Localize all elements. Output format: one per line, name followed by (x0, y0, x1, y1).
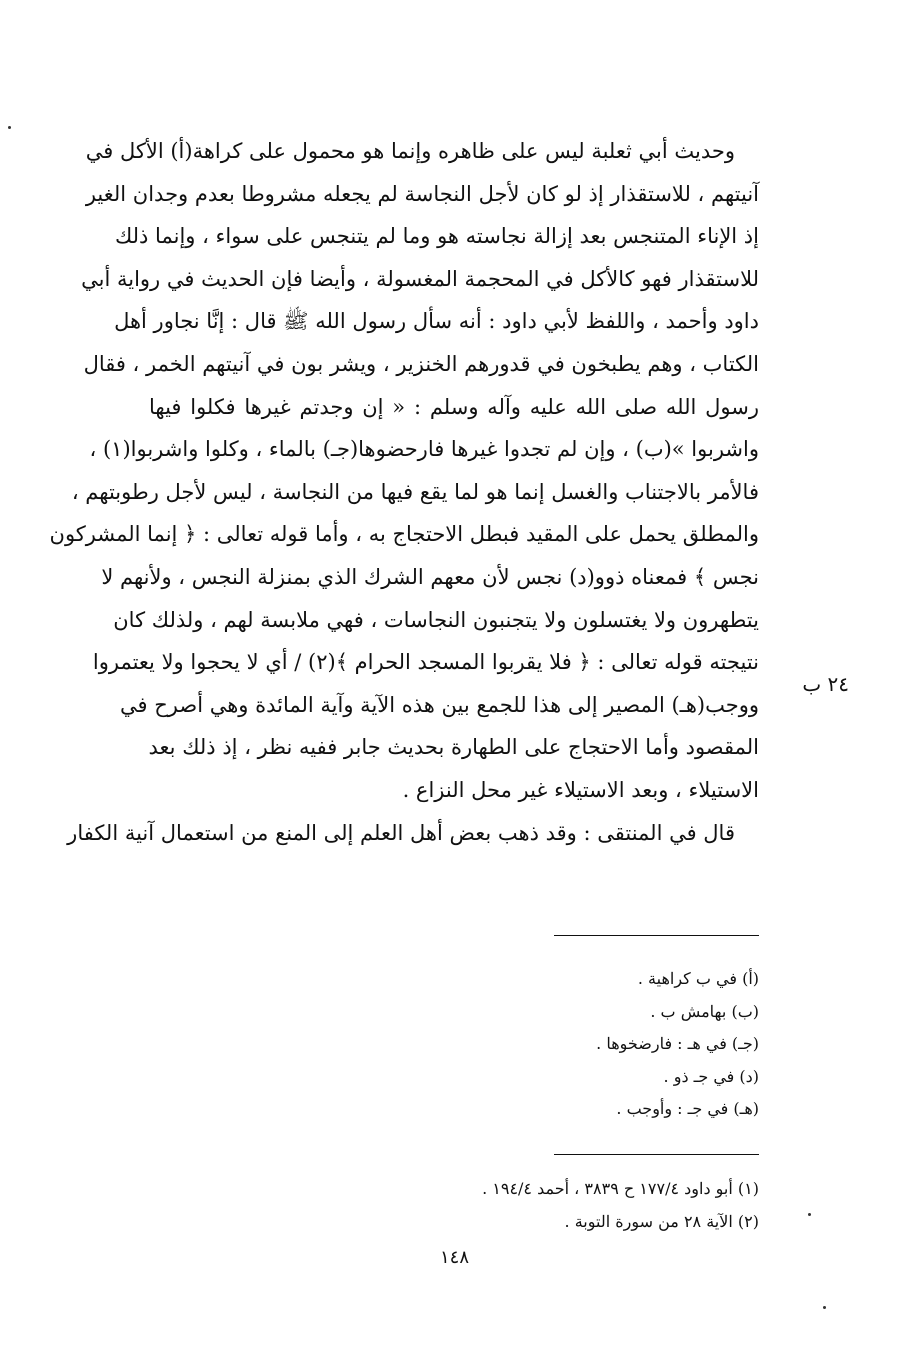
text-line: الكتاب ، وهم يطبخون في قدورهم الخنزير ، ويشر بون في آنيتهم الخمر ، فقال (83, 351, 759, 376)
text-line: ووجب(هـ) المصير إلى هذا للجمع بين هذه الآية وآية المائدة وهي أصرح في (120, 692, 759, 717)
footnote-divider (554, 935, 759, 936)
text-line: واشربوا »(ب) ، وإن لم تجدوا غيرها فارحضوها(جـ) بالماء ، وكلوا واشربوا(١) ، (89, 437, 759, 462)
page-number: ١٤٨ (439, 1247, 469, 1268)
text-line: قال في المنتقى : وقد ذهب بعض أهل العلم إلى المنع من استعمال آنية الكفار (67, 820, 735, 845)
manuscript-folio-marker: ٢٤ ب (802, 672, 849, 696)
text-line: والمطلق يحمل على المقيد فبطل الاحتجاج به ، وأما قوله تعالى : ﴿ إنما المشركون (49, 522, 759, 547)
text-line: داود وأحمد ، واللفظ لأبي داود : أنه سأل رسول الله ﷺ قال : إنَّا نجاور أهل (114, 309, 759, 334)
text-line: يتطهرون ولا يغتسلون ولا يتجنبون النجاسات ، فهي ملابسة لهم ، ولذلك كان (113, 607, 759, 632)
footnote: (١) أبو داود ١٧٧/٤ ح ٣٨٣٩ ، أحمد ١٩٤/٤ . (482, 1179, 759, 1198)
scan-speck (8, 126, 11, 129)
text-line: للاستقذار فهو كالأكل في المحجمة المغسولة ، وأيضا فإن الحديث في رواية أبي (81, 266, 759, 291)
footnote-divider (554, 1154, 759, 1155)
text-line: رسول الله صلى الله عليه وآله وسلم : « إن وجدتم غيرها فكلوا فيها (149, 394, 760, 419)
footnote: (د) في جـ ذو . (663, 1066, 759, 1086)
scan-speck (823, 1306, 826, 1309)
scan-speck (808, 1213, 811, 1216)
text-line: المقصود وأما الاحتجاج على الطهارة بحديث جابر ففيه نظر ، إذ ذلك بعد (148, 735, 759, 760)
reference-footnotes (149, 1172, 759, 1238)
footnote: (جـ) في هـ : فارضخوها . (596, 1034, 759, 1053)
variant-footnotes (149, 963, 759, 1126)
text-line: إذ الإناء المتنجس بعد إزالة نجاسته هو وما لم يتنجس على سواء ، وإنما ذلك (114, 224, 759, 249)
text-line: نتيجته قوله تعالى : ﴿ فلا يقربوا المسجد الحرام ﴾(٢) / أي لا يحجوا ولا يعتمروا (92, 650, 759, 675)
text-line: الاستيلاء ، وبعد الاستيلاء غير محل النزاع . (402, 777, 759, 802)
footnote: (ب) بهامش ب . (650, 1001, 759, 1021)
footnote: (٢) الآية ٢٨ من سورة التوبة . (564, 1212, 759, 1231)
text-line: نجس ﴾ فمعناه ذوو(د) نجس لأن معهم الشرك الذي بمنزلة النجس ، ولأنهم لا (101, 564, 759, 589)
text-line: فالأمر بالاجتناب والغسل إنما هو لما يقع فيها من النجاسة ، ليس لأجل رطوبتهم ، (71, 479, 759, 504)
text-line: وحديث أبي ثعلبة ليس على ظاهره وإنما هو محمول على كراهة(أ) الأكل في (85, 139, 735, 163)
footnote: (هـ) في جـ : وأوجب . (616, 1099, 759, 1118)
text-line: آنيتهم ، للاستقذار إذ لو كان لأجل النجاسة لم يجعله مشروطا بعدم وجدان الغير (85, 181, 759, 206)
main-text (49, 130, 760, 854)
footnote: (أ) في ب كراهية . (637, 969, 759, 988)
